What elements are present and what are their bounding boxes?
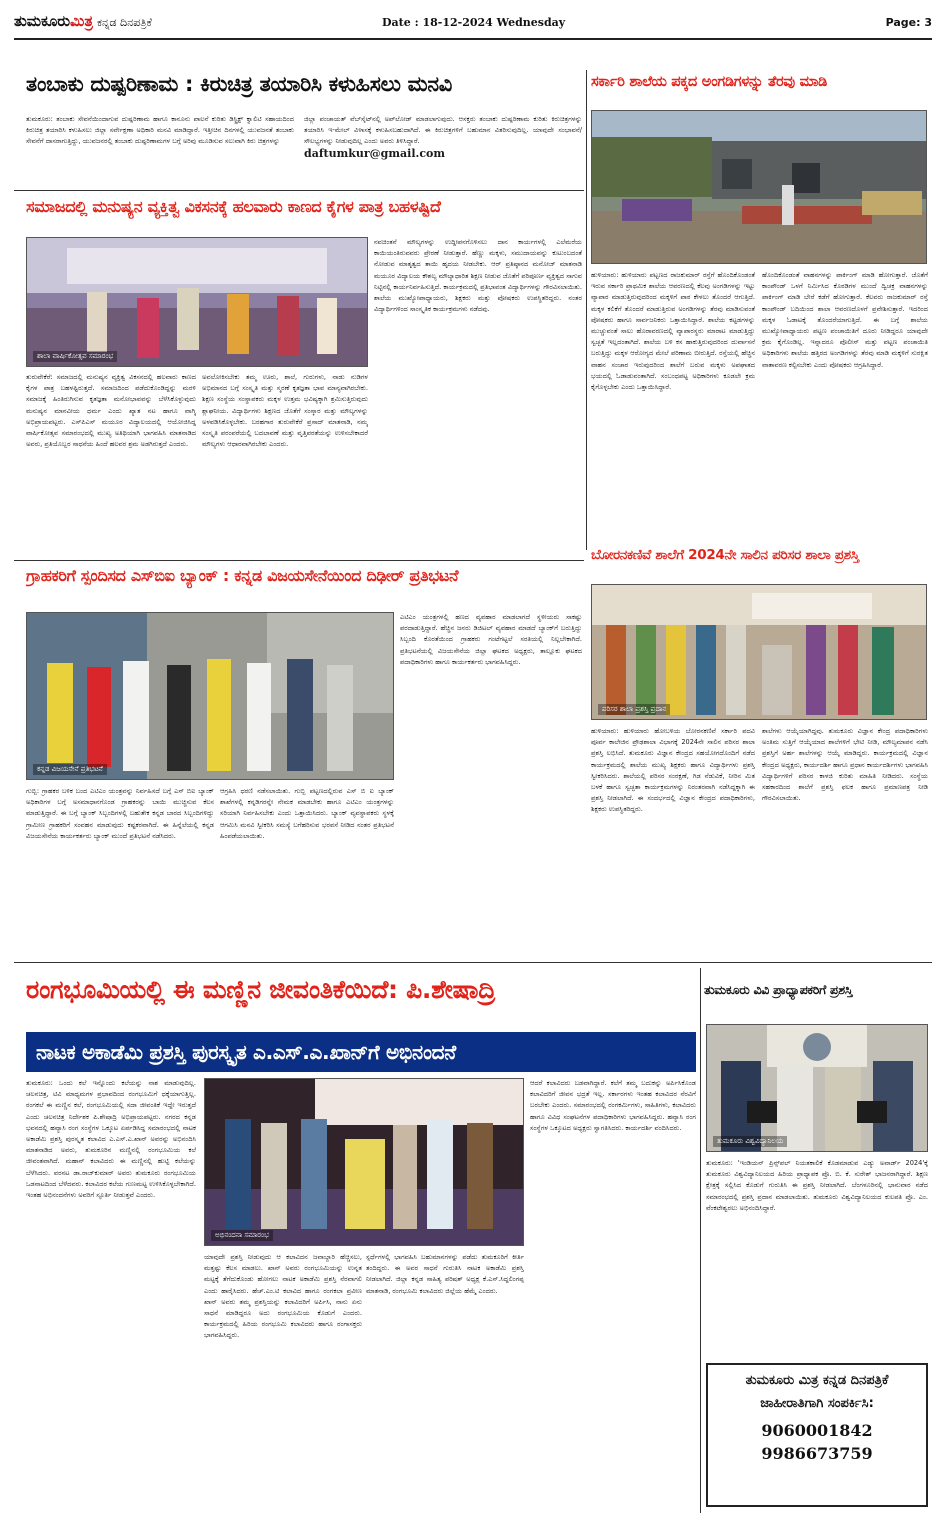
school-shops-col2: ಹೊಂದಿಕೊಂಡಂತೆ ವಾಹನಗಳನ್ನು ಪಾರ್ಕಿಂಗ್ ಮಾಡಿ ಹೋಗುತ್ತಾರೆ. ಜೊತೆಗೆ ಕಾಂಪೌಂಡ್ ಒಳಗೆ ನಿರ್ಮಿಸಿದ ಕೊಠಡಿಗಳ ಮುಂದೆ ದ್ವಿಚಕ್ರ ವಾಹನಗಳನ್ನು ಪಾರ್ಕಿಂಗ್ ಮಾಡಿ ಬೇರೆ ಕಡೆಗೆ ಹೋಗುತ್ತಾರೆ. ಕೆಲವರು ರಾಜಕುಮಾರ್ ರಸ್ತೆ ಕಾಂಪೌಂಡ್ ಬದಿಯಿಂದ ಶಾಲಾ ಆವರಣದೊಳಗೆ ಪ್ರವೇಶಿಸುತ್ತಾರೆ. ಇದರಿಂದ ಮಕ್ಕಳ ಓಡಾಟಕ್ಕೆ ತೊಂದರೆಯಾಗುತ್ತಿದೆ. ಈ ಬಗ್ಗೆ ಶಾಲೆಯ ಮುಖ್ಯೋಪಾಧ್ಯಾಯರು ಪಟ್ಟಣ ಪಂಚಾಯಿತಿಗೆ ದೂರು ನೀಡಿದ್ದರೂ ಯಾವುದೇ ಕ್ರಮ ಕೈಗೊಂಡಿಲ್ಲ. ಇನ್ನಾದರೂ ಪೊಲೀಸ್ ಮತ್ತು ಪಟ್ಟಣ ಪಂಚಾಯಿತಿ ಅಧಿಕಾರಿಗಳು ಶಾಲೆಯ ಹತ್ತಿರದ ಅಂಗಡಿಗಳನ್ನು ತೆರವು ಮಾಡಿ ಮಕ್ಕಳಿಗೆ ಸುರಕ್ಷಿತ ವಾತಾವರಣ ಕಲ್ಪಿಸಬೇಕು ಎಂದು ಪೋಷಕರು ಆಗ್ರಹಿಸಿದ್ದಾರೆ. — [762, 271, 928, 369]
tu-professor-headline: ತುಮಕೂರು ವಿವಿ ಪ್ರಾಧ್ಯಾಪಕರಿಗೆ ಪ್ರಶಸ್ತಿ — [704, 982, 853, 997]
brand-subtitle: ಕನ್ನಡ ದಿನಪತ್ರಿಕೆ — [96, 16, 152, 29]
school-shops-headline: ಸರ್ಕಾರಿ ಶಾಲೆಯ ಪಕ್ಕದ ಅಂಗಡಿಗಳನ್ನು ತೆರವು ಮಾಡಿ — [591, 74, 828, 90]
ad-phone2: 9986673759 — [761, 1444, 873, 1463]
tu-professor-col1: ತುಮಕೂರು: 'ಇಂಡಿಯನ್ ಪ್ರಿನ್ಸ್‌ಪಲ್ ನಿಯತಕಾಲಿಕೆ ಕೊಡಮಾಡುವ ಎಡ್ಯು ಅವಾರ್ಡ್ 2024'ಕ್ಕೆ ತುಮಕೂರು ವಿಶ್ವವಿದ್ಯಾನಿಲಯದ ಹಿರಿಯ ಪ್ರಾಧ್ಯಾಪಕ ಪ್ರೊ. ಬಿ. ಕೆ. ಸುರೇಶ್ ಭಾಜನರಾಗಿದ್ದಾರೆ. ಶಿಕ್ಷಣ ಕ್ಷೇತ್ರಕ್ಕೆ ಸಲ್ಲಿಸಿದ ಕೊಡುಗೆ ಗುರುತಿಸಿ ಈ ಪ್ರಶಸ್ತಿ ನೀಡಲಾಗಿದೆ. ಬೆಂಗಳೂರಿನಲ್ಲಿ ಭಾನುವಾರ ನಡೆದ ಸಮಾರಂಭದಲ್ಲಿ ಪ್ರಶಸ್ತಿ ಪ್ರದಾನ ಮಾಡಲಾಯಿತು. ತುಮಕೂರು ವಿಶ್ವವಿದ್ಯಾನಿಲಯದ ಕುಲಪತಿ ಪ್ರೊ. ಎಂ. ವೆಂಕಟೇಶ್ವರಲು ಅಭಿನಂದಿಸಿದ್ದಾರೆ. — [706, 1159, 928, 1212]
sbi-col2: ಆಗ್ರಹಿಸಿ ಧರಣಿ ನಡೆಸಲಾಯಿತು. ಗುಬ್ಬಿ ಪಟ್ಟಣದಲ್ಲಿರುವ ಎಸ್ ಬಿ ಐ ಬ್ಯಾಂಕ್ ಶಾಖೆಗಳಲ್ಲಿ ಕನ್ನಡಿಗರನ್ನೇ ನೇಮಕ ಮಾಡಬೇಕು ಹಾಗೂ ಎಟಿಎಂ ಯಂತ್ರಗಳನ್ನು ಸರಿಯಾಗಿ ನಿರ್ವಹಿಸಬೇಕು ಎಂದು ಒತ್ತಾಯಿಸಿದರು. ಬ್ಯಾಂಕ್ ವ್ಯವಸ್ಥಾಪಕರು ಸ್ಥಳಕ್ಕೆ ಆಗಮಿಸಿ ಮನವಿ ಸ್ವೀಕರಿಸಿ ಸಮಸ್ಯೆ ಬಗೆಹರಿಸುವ ಭರವಸೆ ನೀಡಿದ ನಂತರ ಪ್ರತಿಭಟನೆ ಹಿಂಪಡೆಯಲಾಯಿತು. — [220, 787, 394, 840]
ad-line2: ಜಾಹೀರಾತಿಗಾಗಿ ಸಂಪರ್ಕಿಸಿ: — [760, 1396, 874, 1411]
boranakanive-headline: ಬೋರನಕಣಿವೆ ಶಾಲೆಗೆ 2024ನೇ ಸಾಲಿನ ಪರಿಸರ ಶಾಲಾ ಪ್ರಶಸ್ತಿ — [591, 547, 859, 563]
rangabhoomi-col3: ಸ್ಪರ್ಧೆಗಳಲ್ಲಿ ಭಾಗವಹಿಸಿ ಬಹುಮಾನಗಳನ್ನು ಪಡೆದು ತುಮಕೂರಿಗೆ ಕೀರ್ತಿ ತಂದಿದ್ದರು. ಈ ಅವರ ಸಾಧನೆ ಗುರುತಿಸಿ ನಾಟಕ ಅಕಾಡೆಮಿ ಪ್ರಶಸ್ತಿ ನೀಡಲಾಗಿದೆ. ಜಿಲ್ಲಾ ಕನ್ನಡ ಸಾಹಿತ್ಯ ಪರಿಷತ್ ಅಧ್ಯಕ್ಷ ಕೆ.ಎಸ್.ಸಿದ್ದಲಿಂಗಪ್ಪ ಮಾತನಾಡಿ, ರಂಗಭೂಮಿ ಕಲಾವಿದರು ಜಿಲ್ಲೆಯ ಹೆಮ್ಮೆ ಎಂದರು. — [366, 1253, 524, 1295]
rangabhoomi-col1: ತುಮಕೂರು: ಒಂದು ಕಲೆ ಇನ್ನೊಂದು ಕಲೆಯನ್ನು ನಾಶ ಮಾಡುವುದಿಲ್ಲ. ಚಲನಚಿತ್ರ, ಟಿವಿ ಮಾಧ್ಯಮಗಳ ಪ್ರಭಾವದಿಂದ ರಂಗಭೂಮಿಗೆ ಧಕ್ಕೆಯಾಗುತ್ತಿಲ್ಲ. ರಂಗಕಲೆ ಈ ಮಣ್ಣಿನ ಕಲೆ, ರಂಗಭೂಮಿಯಲ್ಲಿ ಸದಾ ಜೀವಂತಿಕೆ ಇದ್ದೇ ಇರುತ್ತದೆ ಎಂದು ಚಲನಚಿತ್ರ ನಿರ್ದೇಶಕ ಪಿ.ಶೇಷಾದ್ರಿ ಅಭಿಪ್ರಾಯಪಟ್ಟರು. ನಗರದ ಕನ್ನಡ ಭವನದಲ್ಲಿ ಹವ್ಯಾಸಿ ರಂಗ ಸಂಸ್ಥೆಗಳ ಒಕ್ಕೂಟ ಏರ್ಪಡಿಸಿದ್ದ ಸಮಾರಂಭದಲ್ಲಿ ನಾಟಕ ಅಕಾಡೆಮಿ ಪ್ರಶಸ್ತಿ ಪುರಸ್ಕೃತ ಕಲಾವಿದ ಎ.ಎಸ್.ಎ.ಖಾನ್ ಅವರನ್ನು ಅಭಿನಂದಿಸಿ ಮಾತನಾಡಿದ ಅವರು, ತುಮಕೂರಿನ ಮಣ್ಣಿನಲ್ಲಿ ರಂಗಭೂಮಿಯ ಕಲೆ ಜೀವಂತವಾಗಿದೆ. ಮಹಾನ್ ಕಲಾವಿದರು ಈ ಮಣ್ಣಿನಲ್ಲಿ ಹುಟ್ಟಿ ಕಲೆಯನ್ನು ಬೆಳೆಸಿದರು. ವರನಟ ಡಾ.ರಾಜ್‌ಕುಮಾರ್ ಅವರು ತುಮಕೂರು ರಂಗಭೂಮಿಯ ಒಡನಾಟದಿಂದ ಬೆಳೆದವರು. ಕಲಾವಿದರ ಕಲೆಯ ಗುಣಮಟ್ಟ ಉಳಿಸಿಕೊಳ್ಳಬೇಕಾಗಿದೆ. ಇಂತಹ ಅಭಿನಂದನೆಗಳು ಅವರಿಗೆ ಸ್ಫೂರ್ತಿ ನೀಡುತ್ತವೆ ಎಂದರು. — [26, 1079, 196, 1200]
tobacco-article-col2 — [304, 114, 582, 192]
personality-col1: ತುರುವೇಕೆರೆ: ಸಮಾಜದಲ್ಲಿ ಮನುಷ್ಯನ ವ್ಯಕ್ತಿತ್ವ ವಿಕಸನದಲ್ಲಿ ಹಲವಾರು ಕಾಣದ ಕೈಗಳ ಪಾತ್ರ ಬಹಳಷ್ಟಿರುತ್ತದೆ. ಸಮಾಜದಿಂದ ಪಡೆದುಕೊಂಡಿದ್ದನ್ನು ಮರಳಿ ಸಮಾಜಕ್ಕೆ ಹಿಂತಿರುಗಿಸುವ ಕೃತಜ್ಞತಾ ಮನೋಭಾವವನ್ನು ಬೆಳೆಸಿಕೊಳ್ಳುವುದು ಮನುಷ್ಯನ ಮಾನವೀಯ ಧರ್ಮ ಎಂದು ಖ್ಯಾತ ನಟ ಹಾಗೂ ವಾಗ್ಮಿ ಅಭಿಪ್ರಾಯಪಟ್ಟರು. ಎಸ್‌ಪಿಎಸ್ ಮಯೂರ ವಿದ್ಯಾಲಯದಲ್ಲಿ ಆಯೋಜಿಸಿದ್ದ ವಾರ್ಷಿಕೋತ್ಸವ ಸಮಾರಂಭದಲ್ಲಿ ಮುಖ್ಯ ಅತಿಥಿಯಾಗಿ ಭಾಗವಹಿಸಿ ಮಾತನಾಡಿದ ಅವರು, ಪ್ರತಿಯೊಬ್ಬರ ಸಾಧನೆಯ ಹಿಂದೆ ಹಲವರ ಶ್ರಮ ಅಡಗಿರುತ್ತದೆ ಎಂದರು. — [26, 373, 196, 449]
boranakanive-col2: ಶಾಲೆಗಳು ಆಯ್ಕೆಯಾಗಿದ್ದವು. ತುಮಕೂರು ವಿಜ್ಞಾನ ಕೇಂದ್ರ ಪದಾಧಿಕಾರಿಗಳು ಅಂತಿಮ ಸುತ್ತಿಗೆ ಆಯ್ಕೆಯಾದ ಶಾಲೆಗಳಿಗೆ ಭೇಟಿ ನೀಡಿ, ಮೌಲ್ಯಮಾಪನ ನಡೆಸಿ ಪ್ರಶಸ್ತಿಗೆ ಅರ್ಹ ಶಾಲೆಗಳನ್ನು ಆಯ್ಕೆ ಮಾಡಿದ್ದರು. ಕಾರ್ಯಕ್ರಮದಲ್ಲಿ ವಿಜ್ಞಾನ ಕೇಂದ್ರದ ಅಧ್ಯಕ್ಷರು, ಕಾರ್ಯದರ್ಶಿ ಹಾಗೂ ಪ್ರಧಾನ ಕಾರ್ಯದರ್ಶಿಗಳು ಭಾಗವಹಿಸಿ ವಿದ್ಯಾರ್ಥಿಗಳಿಗೆ ಪರಿಸರ ಕಾಳಜಿ ಕುರಿತು ಮಾಹಿತಿ ನೀಡಿದರು. ಸಂಸ್ಥೆಯ ಸಹಕಾರದಿಂದ ಶಾಲೆಗೆ ಪ್ರಶಸ್ತಿ ಫಲಕ ಹಾಗೂ ಪ್ರಮಾಣಪತ್ರ ನೀಡಿ ಗೌರವಿಸಲಾಯಿತು. — [762, 727, 928, 803]
rangabhoomi-photo-label: ಅಭಿನಂದನಾ ಸಮಾರಂಭ — [211, 1230, 273, 1241]
school-shops-photo — [591, 110, 927, 264]
street-market-image — [592, 111, 927, 264]
rangabhoomi-headline: ರಂಗಭೂಮಿಯಲ್ಲಿ ಈ ಮಣ್ಣಿನ ಜೀವಂತಿಕೆಯಿದೆ: ಪಿ.ಶೇಷಾದ್ರಿ — [26, 975, 496, 1004]
tobacco-article-col2-text: ಜಿಲ್ಲಾ ಪಂಚಾಯತ್ ವೆಬ್‍ಸೈಟ್‍ನಲ್ಲಿ ಅಪ್‍ಲೋಡ್ ಮಾಡಲಾಗುವುದು. ಆಸಕ್ತರು ತಂಬಾಕು ದುಷ್ಪರಿಣಾಮ ಕುರಿತು ಕಿರುಚಿತ್ರಗಳನ್ನು ತಯಾರಿಸಿ ಇ-ಮೇಲ್ ವಿಳಾಸಕ್ಕೆ ಕಳುಹಿಸಬಹುದಾಗಿದೆ. ಈ ಕಿರುಚಿತ್ರಗಳಿಗೆ ಬಹುಮಾನ ವಿತರಿಸುವುದಿಲ್ಲ. ಯಾವುದೇ ಸಂಭಾವನೆ/ಸೌಲಭ್ಯಗಳನ್ನು ನೀಡುವುದಿಲ್ಲ ಎಂದು ಅವರು ತಿಳಿಸಿದ್ದಾರೆ. — [304, 115, 582, 146]
sbi-col3-cont — [400, 790, 582, 950]
personality-photo — [26, 237, 368, 367]
rangabhoomi-col4: ಆದರೆ ಕಲಾವಿದರು ಬಡವಾಗಿದ್ದಾರೆ. ಕಲೆಗೆ ತಮ್ಮ ಬದುಕನ್ನು ಅರ್ಪಿಸಿಕೊಂಡ ಕಲಾವಿದರಿಗೆ ಜೀವನ ಭದ್ರತೆ ಇಲ್ಲ. ಸರ್ಕಾರಗಳು ಇಂತಹ ಕಲಾವಿದರ ನೆರವಿಗೆ ಬರಬೇಕು ಎಂದರು. ಸಮಾರಂಭದಲ್ಲಿ ರಂಗಕರ್ಮಿಗಳು, ಸಾಹಿತಿಗಳು, ಕಲಾವಿದರು ಹಾಗೂ ವಿವಿಧ ಸಂಘಟನೆಗಳ ಪದಾಧಿಕಾರಿಗಳು ಭಾಗವಹಿಸಿದ್ದರು. ಹವ್ಯಾಸಿ ರಂಗ ಸಂಸ್ಥೆಗಳ ಒಕ್ಕೂಟದ ಅಧ್ಯಕ್ಷರು ಸ್ವಾಗತಿಸಿದರು. ಕಾರ್ಯದರ್ಶಿ ವಂದಿಸಿದರು. — [530, 1079, 696, 1132]
award-ceremony-image — [592, 585, 927, 720]
tobacco-headline: ತಂಬಾಕು ದುಷ್ಪರಿಣಾಮ : ಕಿರುಚಿತ್ರ ತಯಾರಿಸಿ ಕಳುಹಿಸಲು ಮನವಿ — [26, 72, 452, 96]
column-divider — [700, 968, 701, 1513]
rangabhoomi-subheadline: ನಾಟಕ ಅಕಾಡೆಮಿ ಪ್ರಶಸ್ತಿ ಪುರಸ್ಕೃತ ಎ.ಎಸ್.ಎ.ಖಾನ್‌ಗೆ ಅಭಿನಂದನೆ — [26, 1032, 696, 1072]
protest-image — [27, 613, 394, 780]
rangabhoomi-photo — [204, 1078, 524, 1246]
page-number: Page: 3 — [885, 16, 932, 29]
advertisement-box — [706, 1363, 928, 1507]
sbi-photo-label: ಕನ್ನಡ ವಿಜಯಸೇನೆ ಪ್ರತಿಭಟನೆ — [33, 764, 107, 775]
personality-photo-label: ಶಾಲಾ ವಾರ್ಷಿಕೋತ್ಸವ ಸಮಾರಂಭ — [33, 351, 117, 362]
ad-phone1: 9060001842 — [761, 1421, 873, 1440]
masthead — [14, 6, 932, 40]
column-divider — [586, 70, 587, 550]
professor-award-image — [707, 1025, 928, 1152]
sbi-headline: ಗ್ರಾಹಕರಿಗೆ ಸ್ಪಂದಿಸದ ಎಸ್‌ಬಿಐ ಬ್ಯಾಂಕ್ : ಕನ್ನಡ ವಿಜಯಸೇನೆಯಿಂದ ದಿಢೀರ್ ಪ್ರತಿಭಟನೆ — [26, 566, 459, 585]
tu-professor-photo — [706, 1024, 928, 1152]
section-divider — [14, 190, 584, 191]
rangabhoomi-col2: ಯಾವುದೇ ಪ್ರಶಸ್ತಿ ನೀಡುವುದು ಆ ಕಲಾವಿದನ ಜವಾಬ್ದಾರಿ ಹೆಚ್ಚಿಸಲು, ಮತ್ತಷ್ಟು ಕೆಲಸ ಮಾಡಲು. ಖಾನ್ ಅವರು ರಂಗಭೂಮಿಯನ್ನು ಉನ್ನತ ಮಟ್ಟಕ್ಕೆ ತೆಗೆದುಕೊಂಡು ಹೋಗಲು ನಾಟಕ ಅಕಾಡೆಮಿ ಪ್ರಶಸ್ತಿ ನೆರವಾಗಲಿ ಎಂದು ಹಾರೈಸಿದರು. ಹೆಚ್.ಎಂ.ಟಿ ಕಲಾವಿದ ಹಾಗೂ ರಂಗಕಲಾ ಪ್ರವೀಣ ಖಾನ್ ಅವರು ತಮ್ಮ ಪ್ರಶಸ್ತಿಯನ್ನು ಕಲಾವಿದರಿಗೆ ಅರ್ಪಿಸಿ, ನಾನು ಏನು ಸಾಧನೆ ಮಾಡಿದ್ದರೂ ಅದು ರಂಗಭೂಮಿಯ ಕೊಡುಗೆ ಎಂದರು. ಕಾರ್ಯಕ್ರಮದಲ್ಲಿ ಹಿರಿಯ ರಂಗಭೂಮಿ ಕಲಾವಿದರು ಹಾಗೂ ರಂಗಾಸಕ್ತರು ಭಾಗವಹಿಸಿದ್ದರು. — [204, 1253, 362, 1340]
sbi-protest-photo — [26, 612, 394, 780]
personality-col2: ಅವಲೋಕಿಸಬೇಕು ತಮ್ಮ ಊರು, ಶಾಲೆ, ಗುರುಗಳು, ನಾಡು ನುಡಿಗಳ ಅಭಿಮಾನದ ಬಗ್ಗೆ ಸಂಸ್ಕೃತಿ ಮತ್ತು ಸ್ಮರಣೆ ಕೃತಜ್ಞತಾ ಭಾವ ಮಾನ್ಯವಾಗಿರಬೇಕು. ಶಿಕ್ಷಣ ಸಂಸ್ಥೆಯ ಸಂಸ್ಥಾಪಕರು ಮಕ್ಕಳ ಉತ್ತಮ ಭವಿಷ್ಯಕ್ಕಾಗಿ ಶ್ರಮಿಸುತ್ತಿರುವುದು ಶ್ಲಾಘನೀಯ. ವಿದ್ಯಾರ್ಥಿಗಳು ಶಿಕ್ಷಣದ ಜೊತೆಗೆ ಸಂಸ್ಕಾರ ಮತ್ತು ಮೌಲ್ಯಗಳನ್ನು ಅಳವಡಿಸಿಕೊಳ್ಳಬೇಕು. ಬರಹಗಾರ ತುರುವೇಕೆರೆ ಪ್ರಸಾದ್ ಮಾತನಾಡಿ, ನಮ್ಮ ಸಂಸ್ಕೃತಿ ಪರಂಪರೆಯಲ್ಲಿ ಬದಲಾವಣೆ ಮತ್ತು ವೃತ್ತಿಪರತೆಯನ್ನು ಉಳಿಸಬೇಕಾದರೆ ಮೌಲ್ಯಗಳು ಆಧಾರವಾಗಿರಬೇಕು ಎಂದರು. — [202, 373, 368, 449]
sbi-col1: ಗುಬ್ಬಿ: ಗ್ರಾಹಕರ ಬಳಿಕ ಬಂದ ಎಟಿಎಂ ಯಂತ್ರವನ್ನು ನಿರ್ವಹಿಸದೆ ಬಗ್ಗೆ ಎಸ್ ಬಿಐ ಬ್ಯಾಂಕ್ ಅಧಿಕಾರಿಗಳ ಬಗ್ಗೆ ಅಸಮಾಧಾನಗೊಂಡ ಗ್ರಾಹಕರನ್ನು ಬಾಯಿ ಮುಚ್ಚಿಸುವ ಕೆಲಸ ಮಾಡುತ್ತಿದ್ದಾರೆ. ಈ ಬಗ್ಗೆ ಬ್ಯಾಂಕ್ ಸಿಬ್ಬಂದಿಗಳಲ್ಲಿ ಬಹುತೇಕ ಕನ್ನಡ ಬಾರದ ಸಿಬ್ಬಂದಿಗಳಿದ್ದು ಗ್ರಾಮೀಣ ಗ್ರಾಹಕರಿಗೆ ಸಂವಹನ ಮಾಡುವುದು ಕಷ್ಟಕರವಾಗಿದೆ. ಈ ಹಿನ್ನೆಲೆಯಲ್ಲಿ ಕನ್ನಡ ವಿಜಯಸೇನೆಯ ಕಾರ್ಯಕರ್ತರು ಬ್ಯಾಂಕ್ ಮುಂದೆ ಪ್ರತಿಭಟನೆ ನಡೆಸಿದರು. — [26, 787, 214, 840]
sbi-col3: ಎಟಿಎಂ ಯಂತ್ರಗಳಲ್ಲಿ ಹಣದ ವ್ಯವಹಾರ ಮಾಡಲಾಗದೆ ಸ್ಥಳೀಯರು ಸಾಕಷ್ಟು ಪರದಾಡುತ್ತಿದ್ದಾರೆ. ಹೆಚ್ಚಿನ ಜನರು ಡಿಜಿಟಲ್ ವ್ಯವಹಾರ ಮಾಡದೆ ಬ್ಯಾಂಕ್‌ಗೆ ಬರುತ್ತಿದ್ದು ಸಿಬ್ಬಂದಿ ಕೊರತೆಯಿಂದ ಗ್ರಾಹಕರು ಗಂಟೆಗಟ್ಟಲೆ ಸರತಿಯಲ್ಲಿ ನಿಲ್ಲಬೇಕಾಗಿದೆ. ಪ್ರತಿಭಟನೆಯಲ್ಲಿ ವಿಜಯಸೇನೆಯ ಜಿಲ್ಲಾ ಘಟಕದ ಅಧ್ಯಕ್ಷರು, ತಾಲ್ಲೂಕು ಘಟಕದ ಪದಾಧಿಕಾರಿಗಳು ಹಾಗೂ ಕಾರ್ಯಕರ್ತರು ಭಾಗವಹಿಸಿದ್ದರು. — [400, 613, 582, 666]
contact-email: daftumkur@gmail.com — [304, 146, 446, 160]
school-shops-col1: ಹುಳಿಯಾರು: ಹುಳಿಯಾರು ಪಟ್ಟಣದ ರಾಜಕುಮಾರ್ ರಸ್ತೆಗೆ ಹೊಂದಿಕೊಂಡಂತೆ ಇರುವ ಸರ್ಕಾರಿ ಪ್ರಾಥಮಿಕ ಶಾಲೆಯ ಆವರಣದಲ್ಲಿ ಕೆಲವು ಅಂಗಡಿಗಳನ್ನು ಇಟ್ಟು ವ್ಯಾಪಾರ ಮಾಡುತ್ತಿರುವುದರಿಂದ ಮಕ್ಕಳಿಗೆ ಪಾಠ ಕೇಳಲು ತೊಂದರೆ ಆಗುತ್ತಿದೆ. ಮಕ್ಕಳ ಕಲಿಕೆಗೆ ತೊಂದರೆ ಮಾಡುತ್ತಿರುವ ಅಂಗಡಿಗಳನ್ನು ತೆರವು ಮಾಡಿಸುವಂತೆ ಪೋಷಕರು ಹಾಗೂ ಸಾರ್ವಜನಿಕರು ಒತ್ತಾಯಿಸಿದ್ದಾರೆ. ಶಾಲೆಯ ಕಟ್ಟಡಗಳನ್ನು ಮುಚ್ಚುವಂತೆ ಸಾಲು ಹೊರಾವರಣದಲ್ಲಿ ವ್ಯಾಪಾರಸ್ಥರು ಮಾರಾಟ ಮಾಡುತ್ತಿದ್ದು ಸ್ವಚ್ಛತೆ ಇಲ್ಲದಂತಾಗಿದೆ. ಶಾಲೆಯ ಬಳಿ ಕಸ ಹಾಕುತ್ತಿರುವುದರಿಂದ ದುರ್ವಾಸನೆ ಬರುತ್ತಿದ್ದು ಮಕ್ಕಳ ಆರೋಗ್ಯದ ಮೇಲೆ ಪರಿಣಾಮ ಬೀರುತ್ತಿದೆ. ರಸ್ತೆಯಲ್ಲಿ ಹೆಚ್ಚಿನ ವಾಹನ ಸಂಚಾರ ಇರುವುದರಿಂದ ಶಾಲೆಗೆ ಬರುವ ಮಕ್ಕಳು ಅಪಘಾತದ ಭಯದಲ್ಲಿ ಓಡಾಡುವಂತಾಗಿದೆ. ಸಂಬಂಧಪಟ್ಟ ಅಧಿಕಾರಿಗಳು ಕೂಡಲೇ ಕ್ರಮ ಕೈಗೊಳ್ಳಬೇಕು ಎಂದು ಒತ್ತಾಯಿಸಿದ್ದಾರೆ. — [591, 271, 755, 392]
personality-col3: ನವಚಿಂತನೆ ಮೌಲ್ಯಗಳನ್ನು ಉದ್ದೀಪನಗೊಳಿಸಲು ದಾನ ಕಾರ್ಯಗಳಲ್ಲಿ ಎಲೆಮರೆಯ ಕಾಯಿಯಂತಿರುವವರು ಪ್ರೇರಣೆ ನೀಡುತ್ತಾರೆ. ಹೆಣ್ಣು ಮಕ್ಕಳು, ಸಮುದಾಯವನ್ನು ಕುಟುಂಬದಂತೆ ನೋಡುವ ಮಾತೃತ್ವದ ತಾಯಿ ಹೃದಯ ನೀಡಬೇಕು. ಆರ್ ಪ್ರತಿಷ್ಠಾನದ ಮನೋಜ್ ಮಾತನಾಡಿ ಮಯೂರ ವಿದ್ಯಾಲಯ ಕೌಶಲ್ಯ ಮೌಲ್ಯಾಧಾರಿತ ಶಿಕ್ಷಣ ನೀಡುವ ಜೊತೆಗೆ ಪರಿಪೂರ್ಣ ವ್ಯಕ್ತಿತ್ವದ ಸಾಗುವ ನಿಟ್ಟಿನಲ್ಲಿ ಕಾರ್ಯನಿರ್ವಹಿಸುತ್ತಿದೆ. ಕಾರ್ಯಕ್ರಮದಲ್ಲಿ ಪ್ರತಿಭಾವಂತ ವಿದ್ಯಾರ್ಥಿಗಳನ್ನು ಗೌರವಿಸಲಾಯಿತು. ಶಾಲೆಯ ಮುಖ್ಯೋಪಾಧ್ಯಾಯರು, ಶಿಕ್ಷಕರು ಮತ್ತು ಪೋಷಕರು ಉಪಸ್ಥಿತರಿದ್ದರು. ನಂತರ ವಿದ್ಯಾರ್ಥಿಗಳಿಂದ ಸಾಂಸ್ಕೃತಿಕ ಕಾರ್ಯಕ್ರಮಗಳು ನಡೆದವು. — [374, 238, 582, 314]
school-event-image — [27, 238, 368, 367]
issue-date: Date : 18-12-2024 Wednesday — [382, 16, 566, 29]
tu-professor-photo-label: ತುಮಕೂರು ವಿಶ್ವವಿದ್ಯಾನಿಲಯ — [713, 1136, 787, 1147]
section-divider — [14, 962, 932, 963]
personality-headline: ಸಮಾಜದಲ್ಲಿ ಮನುಷ್ಯನ ವ್ಯಕ್ತಿತ್ವ ವಿಕಸನಕ್ಕೆ ಹಲವಾರು ಕಾಣದ ಕೈಗಳ ಪಾತ್ರ ಬಹಳಷ್ಟಿದೆ — [26, 197, 441, 216]
tobacco-article-col1: ತುಮಕೂರು: ತಂಬಾಕು ಸೇವನೆಯಿಂದಾಗುವ ದುಷ್ಪರಿಣಾಮ ಹಾಗೂ ಕಾನೂನು ಪಾಲನೆ ಕುರಿತು ಡಿಸ್ಟ್ರಿಕ್ಟ್ ಕ್ವಾಲಿಟಿ ಸಹಾಯದಿಂದ ಕಿರುಚಿತ್ರ ತಯಾರಿಸಿ ಕಳುಹಿಸಲು ಜಿಲ್ಲಾ ಸರ್ವೇಕ್ಷಣಾ ಅಧಿಕಾರಿ ಮನವಿ ಮಾಡಿದ್ದಾರೆ. ಇತ್ತೀಚಿನ ದಿನಗಳಲ್ಲಿ ಯುವಜನತೆ ತಂಬಾಕು ಸೇವನೆಗೆ ದಾಸರಾಗುತ್ತಿದ್ದು, ಯುವಜನರಲ್ಲಿ ತಂಬಾಕು ದುಷ್ಪರಿಣಾಮಗಳ ಬಗ್ಗೆ ಅರಿವು ಮೂಡಿಸುವ ಸಲುವಾಗಿ ಕಿರು ಚಿತ್ರಗಳನ್ನು — [26, 115, 294, 146]
newspaper-brand — [14, 12, 152, 30]
boranakanive-photo — [591, 584, 927, 720]
brand-name: ತುಮಕೂರು — [14, 12, 71, 30]
felicitation-image — [205, 1079, 524, 1246]
ad-line1: ತುಮಕೂರು ಮಿತ್ರ ಕನ್ನಡ ದಿನಪತ್ರಿಕೆ — [745, 1373, 889, 1388]
boranakanive-col1: ಹುಳಿಯಾರು: ಹುಳಿಯಾರು ಹೋಬಳಿಯ ಬೋರನಕಣಿವೆ ಸರ್ಕಾರಿ ಪದವಿ ಪೂರ್ವ ಕಾಲೇಜಿನ ಪ್ರೌಢಶಾಲಾ ವಿಭಾಗಕ್ಕೆ 2024ನೇ ಸಾಲಿನ ಪರಿಸರ ಶಾಲಾ ಪ್ರಶಸ್ತಿ ಲಭಿಸಿದೆ. ತುಮಕೂರು ವಿಜ್ಞಾನ ಕೇಂದ್ರದ ಸಹಯೋಗದೊಂದಿಗೆ ನಡೆದ ಕಾರ್ಯಕ್ರಮದಲ್ಲಿ ಶಾಲೆಯ ಮುಖ್ಯ ಶಿಕ್ಷಕರು ಹಾಗೂ ವಿದ್ಯಾರ್ಥಿಗಳು ಪ್ರಶಸ್ತಿ ಸ್ವೀಕರಿಸಿದರು. ಶಾಲೆಯಲ್ಲಿ ಪರಿಸರ ಸಂರಕ್ಷಣೆ, ಗಿಡ ನೆಡುವಿಕೆ, ನೀರಿನ ಮಿತ ಬಳಕೆ ಹಾಗೂ ಸ್ವಚ್ಛತಾ ಕಾರ್ಯಕ್ರಮಗಳನ್ನು ನಿರಂತರವಾಗಿ ನಡೆಸಿದ್ದಕ್ಕಾಗಿ ಈ ಪ್ರಶಸ್ತಿ ನೀಡಲಾಗಿದೆ. ಈ ಸಂದರ್ಭದಲ್ಲಿ ವಿಜ್ಞಾನ ಕೇಂದ್ರದ ಪದಾಧಿಕಾರಿಗಳು, ಶಿಕ್ಷಕರು ಉಪಸ್ಥಿತರಿದ್ದರು. — [591, 727, 755, 814]
brand-name-accent: ಮಿತ್ರ — [70, 12, 93, 30]
section-divider — [14, 560, 584, 561]
boranakanive-photo-label: ಪರಿಸರ ಶಾಲಾ ಪ್ರಶಸ್ತಿ ಪ್ರದಾನ — [598, 704, 670, 715]
